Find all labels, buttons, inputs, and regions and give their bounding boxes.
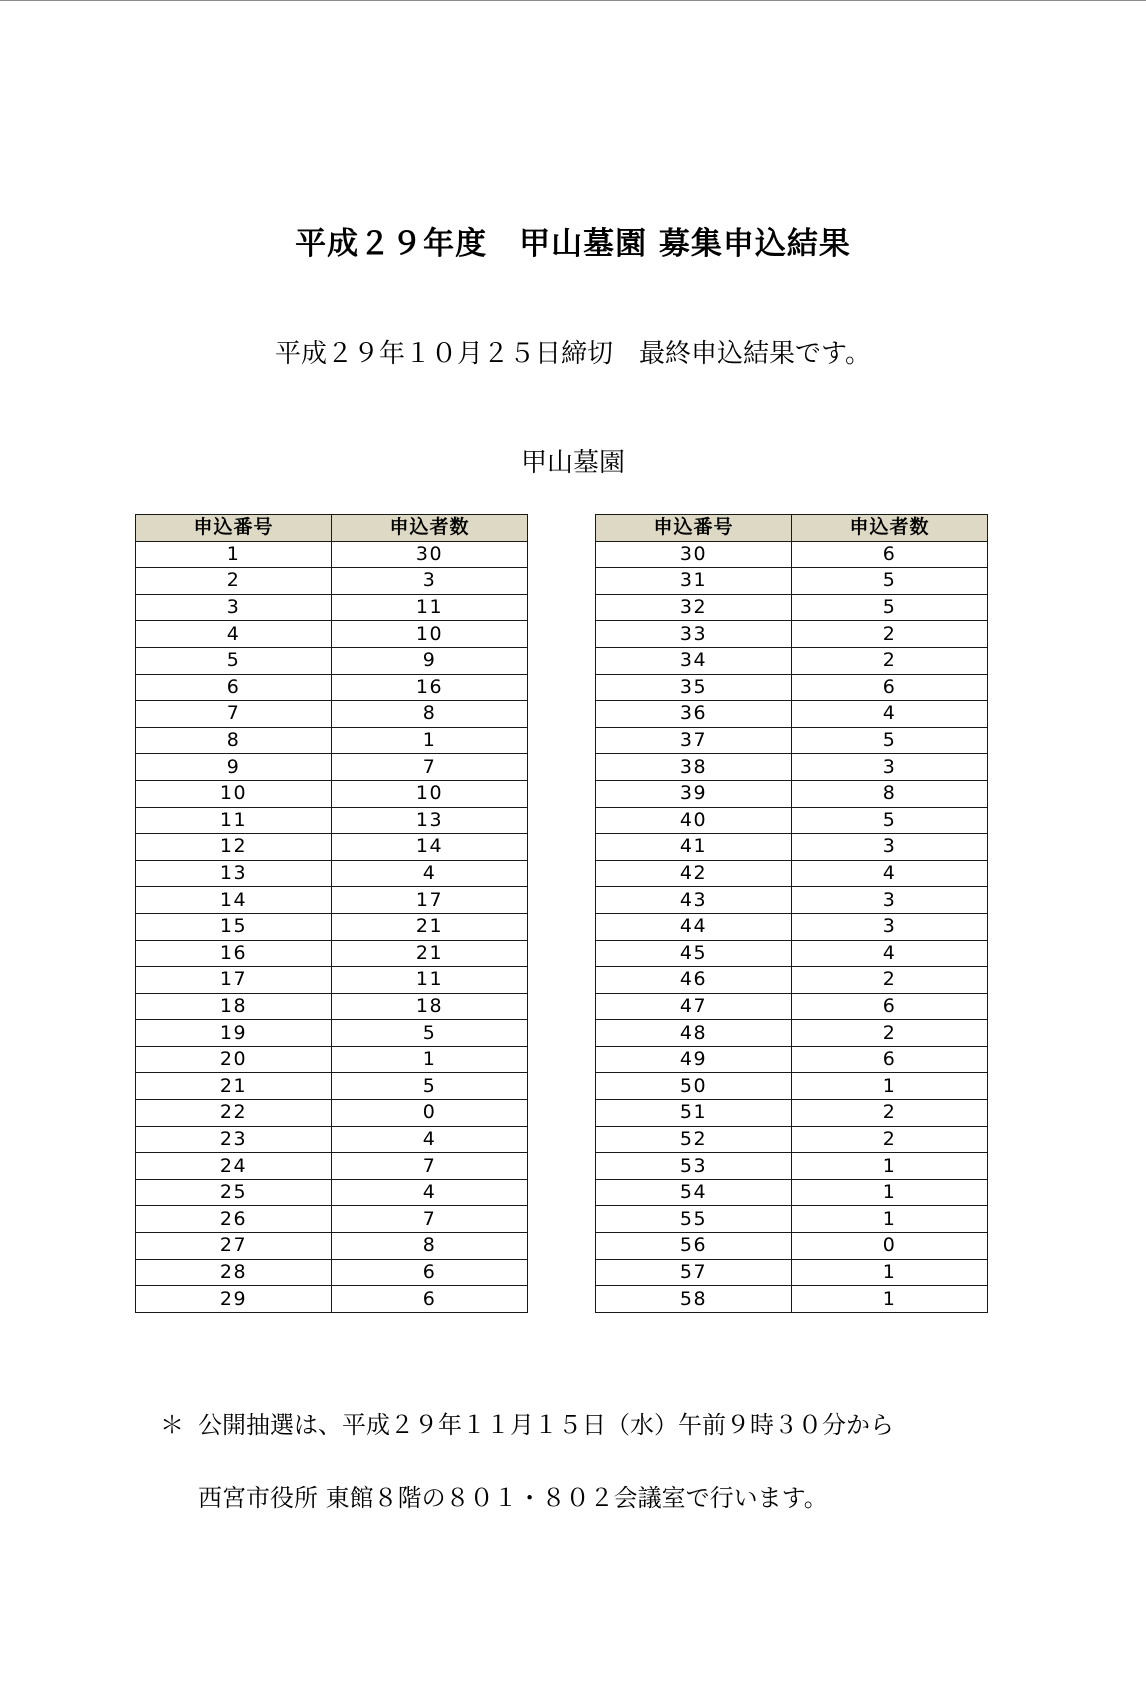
application-number-cell: 20 xyxy=(136,1046,332,1073)
applicant-count-cell: 3 xyxy=(792,754,988,781)
table-row xyxy=(136,860,528,887)
application-number-cell: 44 xyxy=(596,913,792,940)
table-row xyxy=(136,674,528,701)
application-number-cell: 31 xyxy=(596,568,792,595)
application-number-cell: 8 xyxy=(136,727,332,754)
application-number-cell: 33 xyxy=(596,621,792,648)
table-row xyxy=(596,1126,988,1153)
application-number-cell: 51 xyxy=(596,1100,792,1127)
application-number-cell: 52 xyxy=(596,1126,792,1153)
applicant-count-cell: 5 xyxy=(792,807,988,834)
table-row xyxy=(136,621,528,648)
header-application-number: 申込番号 xyxy=(596,515,792,542)
applicant-count-cell: 1 xyxy=(792,1153,988,1180)
table-row xyxy=(136,967,528,994)
application-number-cell: 55 xyxy=(596,1206,792,1233)
applicant-count-cell: 2 xyxy=(792,621,988,648)
applicant-count-cell: 14 xyxy=(332,834,528,861)
header-applicant-count: 申込者数 xyxy=(332,515,528,542)
table-row xyxy=(136,993,528,1020)
table-header-row xyxy=(596,515,988,542)
lottery-note-line-2: 西宮市役所 東館８階の８０１・８０２会議室で行います。 xyxy=(198,1484,828,1512)
applicant-count-cell: 6 xyxy=(792,993,988,1020)
table-row xyxy=(136,1153,528,1180)
applicant-count-cell: 3 xyxy=(792,913,988,940)
applicant-count-cell: 7 xyxy=(332,754,528,781)
applicant-count-cell: 2 xyxy=(792,967,988,994)
top-border-line xyxy=(0,0,1146,1)
applicant-count-cell: 6 xyxy=(792,1046,988,1073)
application-number-cell: 47 xyxy=(596,993,792,1020)
applicant-count-cell: 17 xyxy=(332,887,528,914)
applicant-count-cell: 2 xyxy=(792,1126,988,1153)
applicant-count-cell: 7 xyxy=(332,1206,528,1233)
applicant-count-cell: 4 xyxy=(792,940,988,967)
table-row xyxy=(136,541,528,568)
table-row xyxy=(136,1046,528,1073)
application-number-cell: 17 xyxy=(136,967,332,994)
table-row xyxy=(596,1100,988,1127)
table-row xyxy=(136,568,528,595)
deadline-subtitle: 平成２９年１０月２５日締切 最終申込結果です。 xyxy=(275,339,871,369)
application-number-cell: 7 xyxy=(136,701,332,728)
page-title: 平成２９年度 甲山墓園 募集申込結果 xyxy=(295,226,851,262)
table-row xyxy=(136,913,528,940)
applicant-count-cell: 0 xyxy=(792,1233,988,1260)
applicant-count-cell: 4 xyxy=(792,860,988,887)
table-row xyxy=(136,1020,528,1047)
application-number-cell: 13 xyxy=(136,860,332,887)
table-row xyxy=(136,1233,528,1260)
applicant-count-cell: 21 xyxy=(332,913,528,940)
applicant-count-cell: 10 xyxy=(332,780,528,807)
application-number-cell: 28 xyxy=(136,1259,332,1286)
application-number-cell: 9 xyxy=(136,754,332,781)
application-number-cell: 30 xyxy=(596,541,792,568)
applicant-count-cell: 2 xyxy=(792,1020,988,1047)
application-number-cell: 57 xyxy=(596,1259,792,1286)
lottery-note-line-1 xyxy=(160,1405,894,1440)
table-row xyxy=(596,568,988,595)
table-row xyxy=(136,1179,528,1206)
application-number-cell: 21 xyxy=(136,1073,332,1100)
table-row xyxy=(136,887,528,914)
application-number-cell: 27 xyxy=(136,1233,332,1260)
table-row xyxy=(596,940,988,967)
applicant-count-cell: 1 xyxy=(792,1179,988,1206)
table-row xyxy=(136,1259,528,1286)
applicant-count-cell: 2 xyxy=(792,647,988,674)
table-row xyxy=(136,1100,528,1127)
table-row xyxy=(596,1259,988,1286)
applicant-count-cell: 8 xyxy=(332,701,528,728)
application-number-cell: 36 xyxy=(596,701,792,728)
application-number-cell: 46 xyxy=(596,967,792,994)
application-number-cell: 43 xyxy=(596,887,792,914)
table-row xyxy=(596,887,988,914)
applicant-count-cell: 3 xyxy=(792,834,988,861)
application-number-cell: 5 xyxy=(136,647,332,674)
table-row xyxy=(136,780,528,807)
application-number-cell: 25 xyxy=(136,1179,332,1206)
applicant-count-cell: 2 xyxy=(792,1100,988,1127)
application-number-cell: 19 xyxy=(136,1020,332,1047)
applicant-count-cell: 1 xyxy=(332,727,528,754)
table-row xyxy=(596,754,988,781)
table-row xyxy=(596,674,988,701)
header-applicant-count: 申込者数 xyxy=(792,515,988,542)
application-number-cell: 1 xyxy=(136,541,332,568)
table-row xyxy=(596,1020,988,1047)
application-number-cell: 6 xyxy=(136,674,332,701)
table-row xyxy=(136,701,528,728)
application-number-cell: 49 xyxy=(596,1046,792,1073)
applicant-count-cell: 7 xyxy=(332,1153,528,1180)
table-header-row xyxy=(136,515,528,542)
table-row xyxy=(596,621,988,648)
applicant-count-cell: 30 xyxy=(332,541,528,568)
application-number-cell: 50 xyxy=(596,1073,792,1100)
applicant-count-cell: 8 xyxy=(792,780,988,807)
applicant-count-cell: 3 xyxy=(332,568,528,595)
applicant-count-cell: 4 xyxy=(332,1126,528,1153)
applicant-count-cell: 6 xyxy=(332,1286,528,1313)
applicant-count-cell: 5 xyxy=(792,727,988,754)
application-number-cell: 12 xyxy=(136,834,332,861)
applicant-count-cell: 6 xyxy=(792,541,988,568)
application-number-cell: 41 xyxy=(596,834,792,861)
table-row xyxy=(596,1206,988,1233)
applicant-count-cell: 5 xyxy=(332,1073,528,1100)
section-title: 甲山墓園 xyxy=(520,448,625,478)
application-number-cell: 22 xyxy=(136,1100,332,1127)
table-row xyxy=(136,807,528,834)
table-row xyxy=(596,701,988,728)
applicant-count-cell: 1 xyxy=(792,1286,988,1313)
application-number-cell: 24 xyxy=(136,1153,332,1180)
applicant-count-cell: 4 xyxy=(332,860,528,887)
application-number-cell: 26 xyxy=(136,1206,332,1233)
table-row xyxy=(596,860,988,887)
application-number-cell: 35 xyxy=(596,674,792,701)
applicant-count-cell: 4 xyxy=(332,1179,528,1206)
application-number-cell: 54 xyxy=(596,1179,792,1206)
applicant-count-cell: 18 xyxy=(332,993,528,1020)
application-number-cell: 2 xyxy=(136,568,332,595)
table-row xyxy=(596,993,988,1020)
application-number-cell: 58 xyxy=(596,1286,792,1313)
table-row xyxy=(596,1233,988,1260)
application-number-cell: 10 xyxy=(136,780,332,807)
applicant-count-cell: 1 xyxy=(332,1046,528,1073)
results-table-right xyxy=(595,514,988,1313)
application-number-cell: 56 xyxy=(596,1233,792,1260)
application-number-cell: 32 xyxy=(596,594,792,621)
results-table-left xyxy=(135,514,528,1313)
table-row xyxy=(596,541,988,568)
applicant-count-cell: 11 xyxy=(332,594,528,621)
table-row xyxy=(596,1153,988,1180)
applicant-count-cell: 8 xyxy=(332,1233,528,1260)
application-number-cell: 14 xyxy=(136,887,332,914)
application-number-cell: 53 xyxy=(596,1153,792,1180)
applicant-count-cell: 5 xyxy=(792,568,988,595)
table-row xyxy=(596,967,988,994)
application-number-cell: 42 xyxy=(596,860,792,887)
application-number-cell: 18 xyxy=(136,993,332,1020)
table-row xyxy=(136,1126,528,1153)
table-row xyxy=(136,594,528,621)
applicant-count-cell: 5 xyxy=(792,594,988,621)
application-number-cell: 16 xyxy=(136,940,332,967)
application-number-cell: 29 xyxy=(136,1286,332,1313)
application-number-cell: 39 xyxy=(596,780,792,807)
table-row xyxy=(596,594,988,621)
table-row xyxy=(596,1179,988,1206)
application-number-cell: 15 xyxy=(136,913,332,940)
application-number-cell: 48 xyxy=(596,1020,792,1047)
application-number-cell: 45 xyxy=(596,940,792,967)
table-row xyxy=(596,834,988,861)
application-number-cell: 23 xyxy=(136,1126,332,1153)
table-row xyxy=(596,1286,988,1313)
application-number-cell: 3 xyxy=(136,594,332,621)
application-number-cell: 34 xyxy=(596,647,792,674)
applicant-count-cell: 6 xyxy=(332,1259,528,1286)
table-row xyxy=(596,780,988,807)
applicant-count-cell: 13 xyxy=(332,807,528,834)
asterisk-mark: ＊ xyxy=(160,1411,184,1439)
application-number-cell: 38 xyxy=(596,754,792,781)
applicant-count-cell: 1 xyxy=(792,1206,988,1233)
table-row xyxy=(136,1206,528,1233)
table-row xyxy=(596,913,988,940)
table-row xyxy=(596,727,988,754)
applicant-count-cell: 9 xyxy=(332,647,528,674)
table-row xyxy=(136,1073,528,1100)
table-row xyxy=(596,807,988,834)
table-row xyxy=(136,727,528,754)
table-row xyxy=(136,647,528,674)
applicant-count-cell: 16 xyxy=(332,674,528,701)
table-row xyxy=(136,1286,528,1313)
applicant-count-cell: 1 xyxy=(792,1259,988,1286)
application-number-cell: 40 xyxy=(596,807,792,834)
applicant-count-cell: 10 xyxy=(332,621,528,648)
applicant-count-cell: 4 xyxy=(792,701,988,728)
lottery-note-text-1: 公開抽選は、平成２９年１１月１５日（水）午前９時３０分から xyxy=(198,1411,894,1439)
table-row xyxy=(596,1073,988,1100)
applicant-count-cell: 0 xyxy=(332,1100,528,1127)
application-number-cell: 37 xyxy=(596,727,792,754)
applicant-count-cell: 11 xyxy=(332,967,528,994)
applicant-count-cell: 3 xyxy=(792,887,988,914)
applicant-count-cell: 5 xyxy=(332,1020,528,1047)
table-row xyxy=(136,754,528,781)
table-row xyxy=(596,1046,988,1073)
table-row xyxy=(136,834,528,861)
applicant-count-cell: 21 xyxy=(332,940,528,967)
table-row xyxy=(596,647,988,674)
applicant-count-cell: 6 xyxy=(792,674,988,701)
application-number-cell: 4 xyxy=(136,621,332,648)
application-number-cell: 11 xyxy=(136,807,332,834)
header-application-number: 申込番号 xyxy=(136,515,332,542)
table-row xyxy=(136,940,528,967)
applicant-count-cell: 1 xyxy=(792,1073,988,1100)
